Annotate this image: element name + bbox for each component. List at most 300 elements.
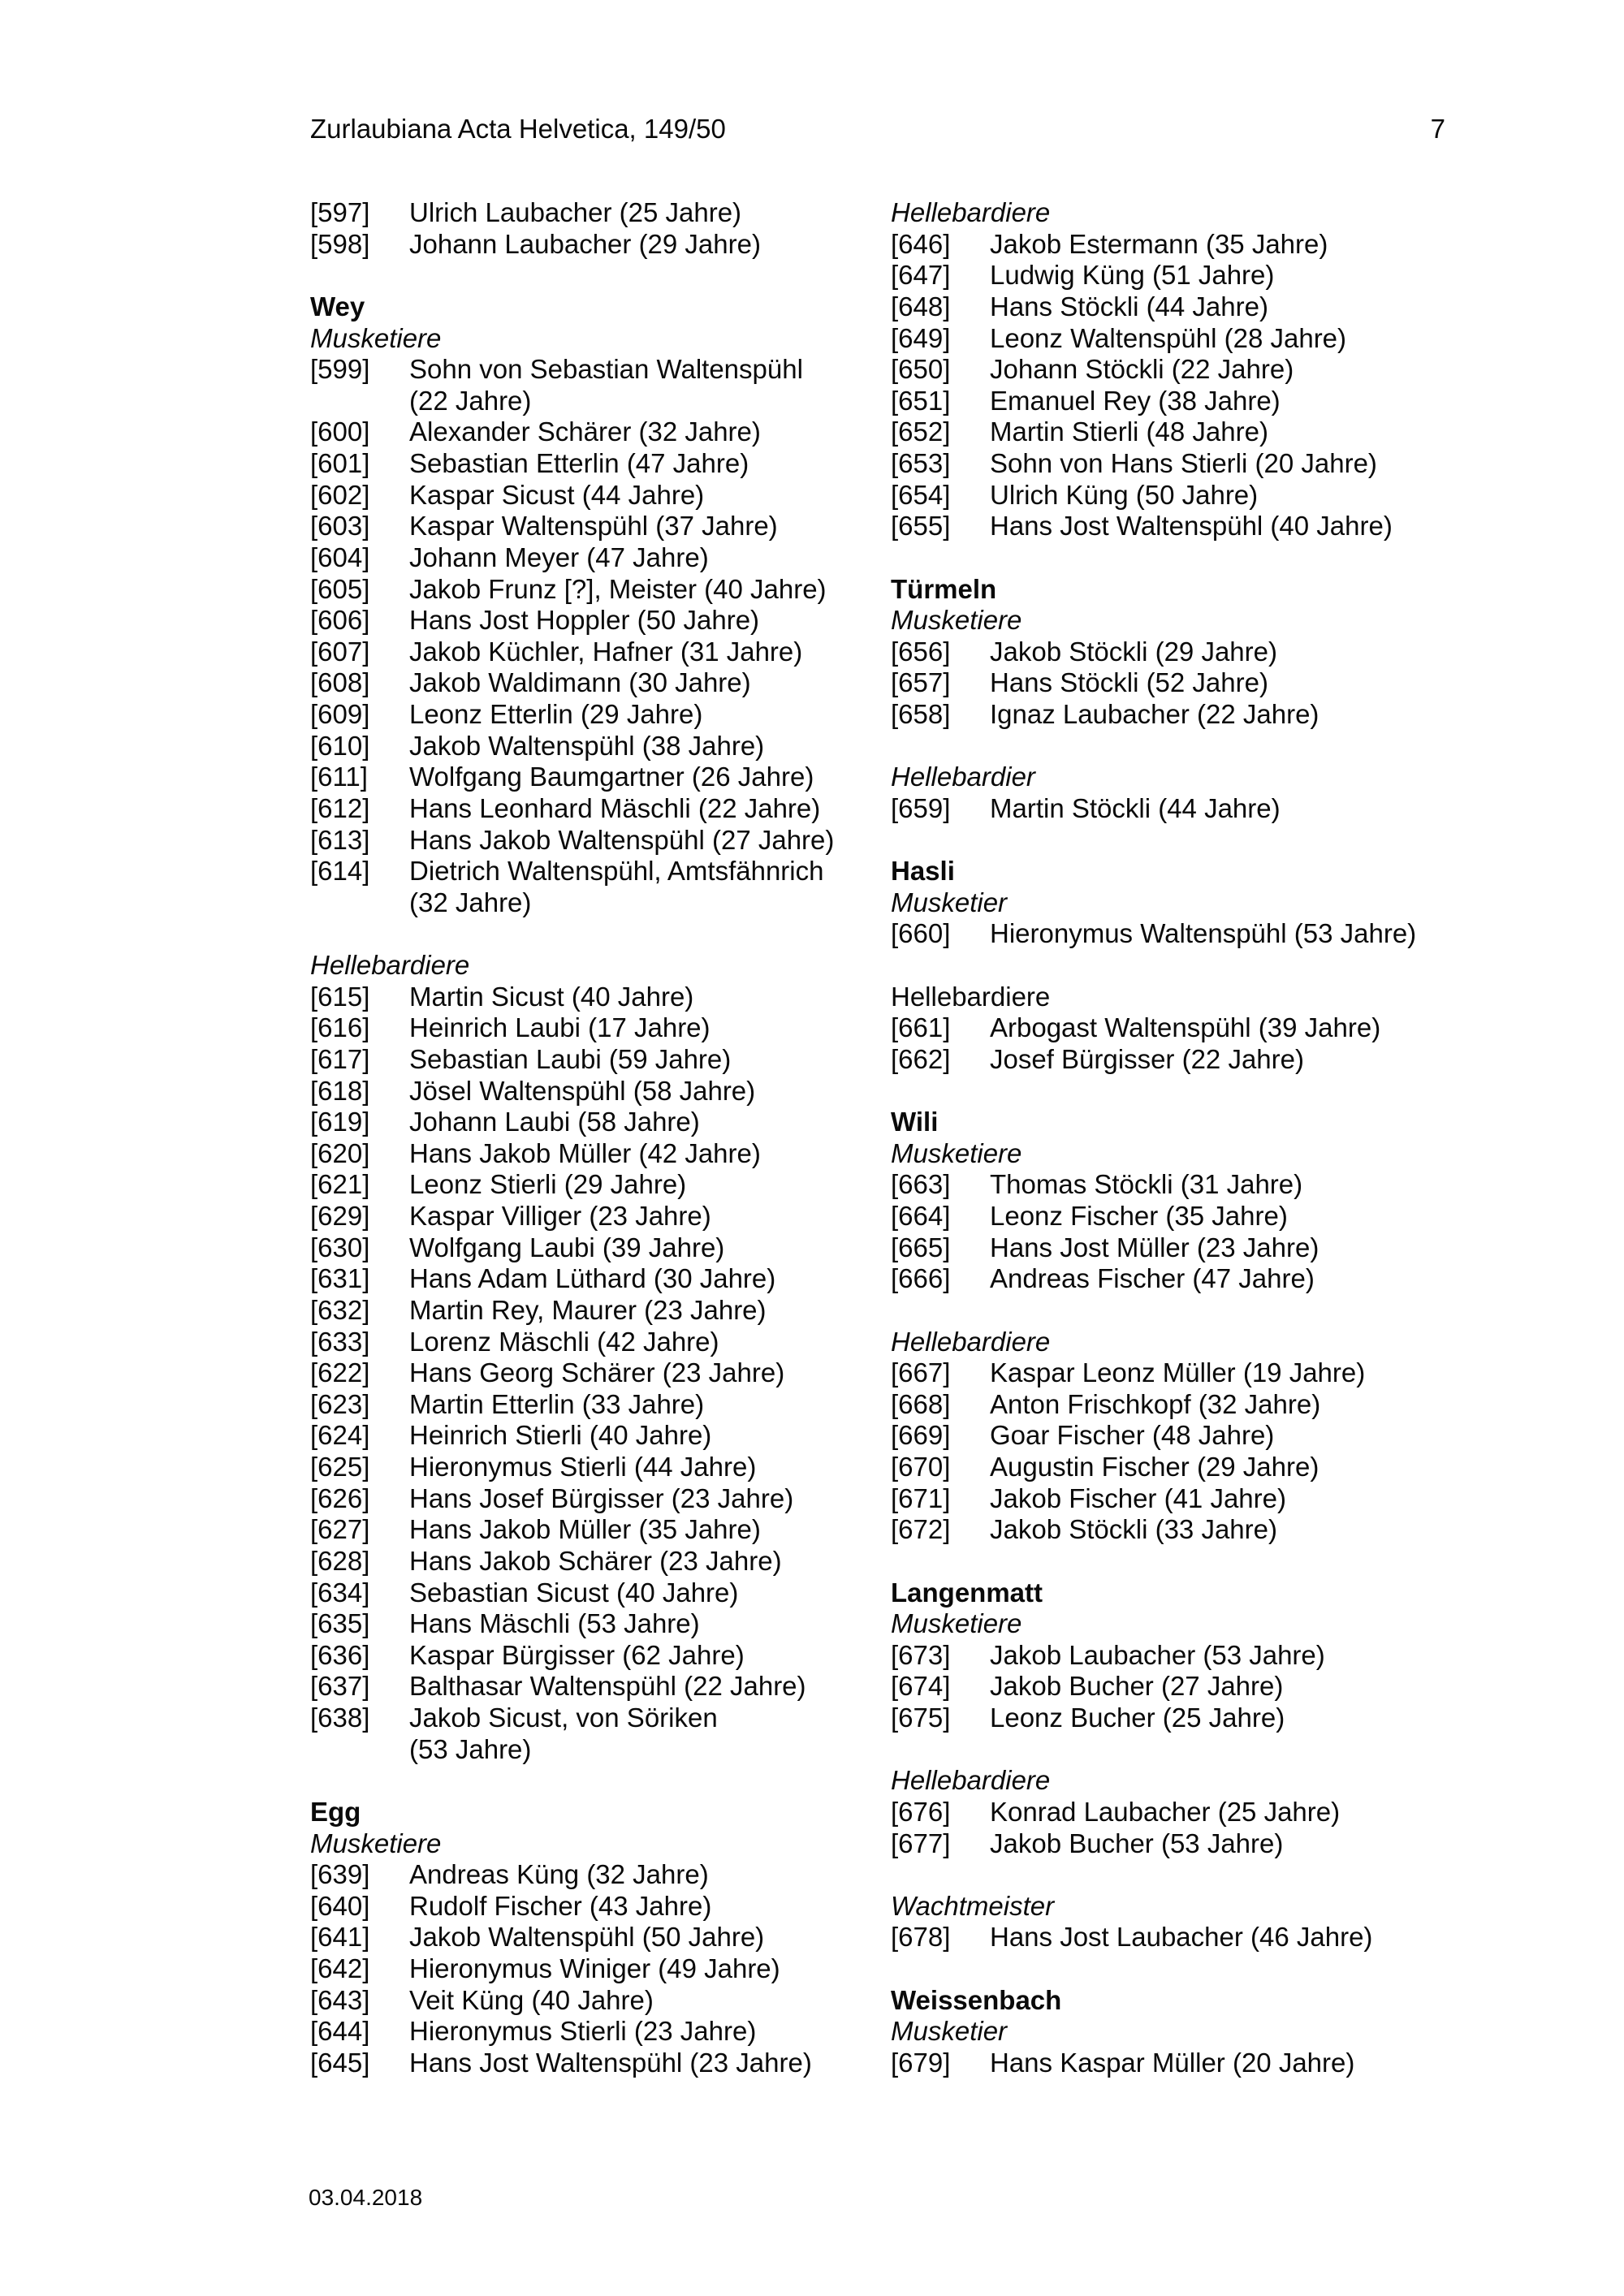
entry-number: [669] bbox=[891, 1420, 951, 1451]
entry-text-line: Andreas Fischer (47 Jahre) bbox=[990, 1263, 1315, 1294]
entry-text bbox=[409, 1420, 888, 1452]
entry-text-line: Ulrich Laubacher (25 Jahre) bbox=[409, 197, 742, 227]
entry-text bbox=[990, 667, 1469, 699]
section-heading: Langenmatt bbox=[891, 1577, 1043, 1608]
entry-number: [631] bbox=[310, 1263, 370, 1294]
entry-text bbox=[409, 354, 888, 416]
section-subheading: Hellebardiere bbox=[891, 1326, 1051, 1357]
entry-text-line: Sebastian Sicust (40 Jahre) bbox=[409, 1577, 739, 1608]
entry-row bbox=[891, 699, 1469, 731]
blank-line bbox=[310, 918, 888, 950]
entry-number: [614] bbox=[310, 856, 370, 887]
entry-text bbox=[409, 1201, 888, 1232]
entry-number: [676] bbox=[891, 1796, 951, 1827]
entry-text bbox=[409, 511, 888, 542]
entry-text bbox=[409, 1859, 888, 1891]
entry-row bbox=[891, 1640, 1469, 1672]
entry-row bbox=[310, 542, 888, 574]
entry-text-line: Hans Jakob Müller (35 Jahre) bbox=[409, 1514, 761, 1545]
entry-text-line: Thomas Stöckli (31 Jahre) bbox=[990, 1169, 1303, 1200]
entry-row bbox=[310, 982, 888, 1013]
entry-text-line: Heinrich Laubi (17 Jahre) bbox=[409, 1012, 710, 1043]
entry-text bbox=[409, 731, 888, 762]
entry-text-line: Hans Jakob Schärer (23 Jahre) bbox=[409, 1545, 782, 1576]
entry-text-line: (32 Jahre) bbox=[409, 887, 532, 917]
entry-row bbox=[891, 1452, 1469, 1483]
entry-text bbox=[409, 1452, 888, 1483]
entry-number: [613] bbox=[310, 824, 370, 855]
entry-text-line: Jakob Stöckli (33 Jahre) bbox=[990, 1514, 1277, 1545]
entry-row bbox=[891, 637, 1469, 668]
blank-line bbox=[891, 731, 1469, 762]
entry-row bbox=[891, 1828, 1469, 1860]
entry-number: [644] bbox=[310, 2016, 370, 2047]
section-subheading: Musketier bbox=[891, 887, 1008, 917]
entry-text-line: Hans Jost Hoppler (50 Jahre) bbox=[409, 605, 760, 636]
entry-number: [678] bbox=[891, 1922, 951, 1953]
entry-text bbox=[409, 448, 888, 480]
entry-text-line: Hans Georg Schärer (23 Jahre) bbox=[409, 1357, 785, 1388]
entry-text-line: Jösel Waltenspühl (58 Jahre) bbox=[409, 1075, 756, 1106]
entry-number: [667] bbox=[891, 1357, 951, 1388]
entry-row bbox=[310, 762, 888, 793]
entry-text-line: Sebastian Laubi (59 Jahre) bbox=[409, 1043, 732, 1074]
entry-text-line: Goar Fischer (48 Jahre) bbox=[990, 1420, 1275, 1451]
entry-number: [633] bbox=[310, 1326, 370, 1357]
entry-text-line: Jakob Frunz [?], Meister (40 Jahre) bbox=[409, 573, 827, 604]
entry-text bbox=[990, 480, 1469, 511]
entry-text bbox=[990, 291, 1469, 323]
entry-text bbox=[409, 793, 888, 825]
entry-text bbox=[990, 2048, 1469, 2079]
entry-text bbox=[990, 918, 1469, 950]
entry-number: [658] bbox=[891, 699, 951, 729]
blank-line bbox=[891, 1859, 1469, 1891]
entry-text bbox=[409, 1295, 888, 1327]
entry-number: [639] bbox=[310, 1859, 370, 1890]
entry-text bbox=[409, 605, 888, 637]
entry-text-line: Sohn von Hans Stierli (20 Jahre) bbox=[990, 448, 1377, 478]
entry-number: [619] bbox=[310, 1107, 370, 1137]
section-subheading: Musketiere bbox=[891, 1137, 1022, 1168]
entry-text-line: Johann Laubacher (29 Jahre) bbox=[409, 228, 761, 259]
entry-text bbox=[990, 1420, 1469, 1452]
entry-number: [604] bbox=[310, 542, 370, 572]
entry-text bbox=[409, 699, 888, 731]
entry-text-line: Hans Jost Laubacher (46 Jahre) bbox=[990, 1922, 1373, 1953]
entry-text-line: Hans Leonhard Mäschli (22 Jahre) bbox=[409, 792, 821, 823]
entry-text bbox=[409, 637, 888, 668]
entry-number: [672] bbox=[891, 1514, 951, 1545]
entry-text-line: Emanuel Rey (38 Jahre) bbox=[990, 385, 1281, 416]
entry-number: [641] bbox=[310, 1922, 370, 1953]
entry-row bbox=[310, 605, 888, 637]
entry-text bbox=[990, 1514, 1469, 1546]
entry-row bbox=[891, 1169, 1469, 1201]
entry-row bbox=[310, 197, 888, 229]
entry-text bbox=[990, 354, 1469, 386]
entry-text bbox=[990, 1389, 1469, 1421]
entry-text-line: Dietrich Waltenspühl, Amtsfähnrich bbox=[409, 856, 824, 887]
blank-line bbox=[310, 1765, 888, 1797]
entry-row bbox=[891, 667, 1469, 699]
entry-number: [622] bbox=[310, 1357, 370, 1388]
entry-text bbox=[409, 1608, 888, 1640]
entry-row bbox=[891, 386, 1469, 417]
section-subheading: Musketiere bbox=[891, 605, 1022, 636]
entry-row bbox=[310, 1327, 888, 1358]
entry-row bbox=[310, 1044, 888, 1076]
entry-row bbox=[891, 260, 1469, 291]
section-subheading: Hellebardiere bbox=[891, 981, 1051, 1012]
entry-row bbox=[310, 1985, 888, 2017]
entry-text-line: Leonz Fischer (35 Jahre) bbox=[990, 1201, 1288, 1231]
entry-text bbox=[990, 1640, 1469, 1672]
entry-row bbox=[891, 1922, 1469, 1953]
entry-text-line: Hans Kaspar Müller (20 Jahre) bbox=[990, 2047, 1355, 2078]
entry-text-line: Hans Josef Bürgisser (23 Jahre) bbox=[409, 1482, 794, 1513]
entry-text bbox=[409, 229, 888, 261]
entry-number: [612] bbox=[310, 792, 370, 823]
entry-number: [655] bbox=[891, 511, 951, 542]
entry-number: [679] bbox=[891, 2047, 951, 2078]
column-left bbox=[310, 197, 888, 2079]
entry-number: [597] bbox=[310, 197, 370, 227]
entry-text-line: Johann Laubi (58 Jahre) bbox=[409, 1107, 700, 1137]
entry-row bbox=[310, 825, 888, 857]
entry-row bbox=[310, 1389, 888, 1421]
entry-number: [618] bbox=[310, 1075, 370, 1106]
entry-number: [674] bbox=[891, 1671, 951, 1702]
section-heading: Weissenbach bbox=[891, 1984, 1062, 2015]
entry-number: [627] bbox=[310, 1514, 370, 1545]
entry-text bbox=[409, 1138, 888, 1170]
entry-text-line: Johann Meyer (47 Jahre) bbox=[409, 542, 709, 572]
entry-row bbox=[310, 1357, 888, 1389]
entry-text bbox=[409, 856, 888, 918]
entry-row bbox=[310, 1263, 888, 1295]
page-header bbox=[310, 114, 1445, 145]
entry-text-line: Martin Rey, Maurer (23 Jahre) bbox=[409, 1294, 767, 1325]
entry-number: [606] bbox=[310, 605, 370, 636]
entry-text-line: Jakob Fischer (41 Jahre) bbox=[990, 1482, 1286, 1513]
entry-text bbox=[990, 1797, 1469, 1828]
entry-row bbox=[310, 1671, 888, 1703]
entry-text-line: (22 Jahre) bbox=[409, 385, 532, 416]
entry-text bbox=[409, 1640, 888, 1672]
entry-text bbox=[409, 480, 888, 511]
entry-row bbox=[310, 1076, 888, 1107]
entry-text-line: Hans Jost Waltenspühl (23 Jahre) bbox=[409, 2047, 812, 2078]
entry-row bbox=[310, 1953, 888, 1985]
section-subheading: Hellebardier bbox=[891, 762, 1035, 792]
entry-text bbox=[990, 1044, 1469, 1076]
entry-row bbox=[891, 1703, 1469, 1734]
entry-number: [659] bbox=[891, 792, 951, 823]
entry-row bbox=[310, 856, 888, 918]
blank-line bbox=[891, 542, 1469, 574]
entry-text bbox=[990, 637, 1469, 668]
entry-text-line: Hieronymus Stierli (44 Jahre) bbox=[409, 1452, 757, 1482]
entry-number: [598] bbox=[310, 228, 370, 259]
entry-row bbox=[310, 667, 888, 699]
entry-number: [643] bbox=[310, 1984, 370, 2015]
entry-row bbox=[310, 1201, 888, 1232]
entry-text-line: Kaspar Waltenspühl (37 Jahre) bbox=[409, 511, 778, 542]
entry-number: [609] bbox=[310, 699, 370, 729]
blank-line bbox=[310, 260, 888, 291]
blank-line bbox=[891, 1076, 1469, 1107]
entry-text bbox=[409, 762, 888, 793]
entry-text bbox=[990, 416, 1469, 448]
entry-row bbox=[310, 1420, 888, 1452]
entry-row bbox=[310, 1514, 888, 1546]
entry-text-line: Ludwig Küng (51 Jahre) bbox=[990, 260, 1275, 291]
entry-row bbox=[891, 480, 1469, 511]
entry-number: [671] bbox=[891, 1482, 951, 1513]
entry-text bbox=[409, 574, 888, 606]
entry-text bbox=[409, 416, 888, 448]
entry-row bbox=[891, 1232, 1469, 1264]
entry-text-line: Jakob Stöckli (29 Jahre) bbox=[990, 636, 1277, 667]
entry-number: [637] bbox=[310, 1671, 370, 1702]
entry-row bbox=[310, 1891, 888, 1923]
entry-text bbox=[409, 542, 888, 574]
entry-text-line: Martin Etterlin (33 Jahre) bbox=[409, 1388, 705, 1419]
column-right bbox=[891, 197, 1469, 2079]
entry-text bbox=[409, 667, 888, 699]
entry-number: [642] bbox=[310, 1953, 370, 1983]
entry-row bbox=[310, 354, 888, 416]
entry-text-line: Hieronymus Waltenspühl (53 Jahre) bbox=[990, 918, 1417, 949]
entry-text-line: Rudolf Fischer (43 Jahre) bbox=[409, 1890, 712, 1921]
entry-text-line: Jakob Bucher (27 Jahre) bbox=[990, 1671, 1284, 1702]
entry-text-line: Augustin Fischer (29 Jahre) bbox=[990, 1452, 1320, 1482]
entry-number: [608] bbox=[310, 667, 370, 698]
entry-row bbox=[891, 2048, 1469, 2079]
entry-number: [629] bbox=[310, 1201, 370, 1231]
entry-number: [621] bbox=[310, 1169, 370, 1200]
entry-row bbox=[310, 416, 888, 448]
entry-text bbox=[990, 1201, 1469, 1232]
entry-number: [661] bbox=[891, 1012, 951, 1043]
entry-text-line: Hans Jakob Müller (42 Jahre) bbox=[409, 1137, 761, 1168]
entry-text-line: Konrad Laubacher (25 Jahre) bbox=[990, 1796, 1341, 1827]
section-heading: Wili bbox=[891, 1107, 939, 1137]
entry-row bbox=[310, 1295, 888, 1327]
page-footer bbox=[309, 2184, 422, 2211]
entry-text bbox=[409, 1263, 888, 1295]
entry-text-line: Hans Jost Müller (23 Jahre) bbox=[990, 1232, 1320, 1262]
entry-text-line: Kaspar Sicust (44 Jahre) bbox=[409, 479, 705, 510]
entry-text bbox=[409, 1107, 888, 1138]
entry-text bbox=[990, 1483, 1469, 1515]
entry-text-line: Hans Mäschli (53 Jahre) bbox=[409, 1608, 700, 1639]
entry-text-line: Martin Stierli (48 Jahre) bbox=[990, 416, 1268, 447]
entry-row bbox=[310, 793, 888, 825]
entry-text-line: Jakob Waldimann (30 Jahre) bbox=[409, 667, 751, 698]
entry-number: [610] bbox=[310, 730, 370, 761]
entry-text-line: Jakob Bucher (53 Jahre) bbox=[990, 1828, 1284, 1858]
entry-number: [635] bbox=[310, 1608, 370, 1639]
section-heading: Wey bbox=[310, 291, 365, 322]
section-subheading: Hellebardiere bbox=[310, 950, 470, 980]
entry-row bbox=[891, 323, 1469, 355]
entry-text bbox=[990, 1671, 1469, 1703]
entry-number: [640] bbox=[310, 1890, 370, 1921]
entry-text bbox=[409, 1357, 888, 1389]
entry-text bbox=[409, 825, 888, 857]
entry-number: [638] bbox=[310, 1703, 370, 1733]
entry-text bbox=[409, 1985, 888, 2017]
entry-row bbox=[891, 354, 1469, 386]
entry-number: [660] bbox=[891, 918, 951, 949]
entry-text-line: Jakob Waltenspühl (50 Jahre) bbox=[409, 1922, 765, 1953]
entry-text bbox=[409, 1327, 888, 1358]
section-subheading: Musketier bbox=[891, 2016, 1008, 2047]
entry-text bbox=[409, 1546, 888, 1577]
entry-row bbox=[891, 1357, 1469, 1389]
entry-number: [611] bbox=[310, 762, 368, 792]
footer-date: 03.04.2018 bbox=[309, 2185, 423, 2210]
section-subheading: Musketiere bbox=[310, 1828, 442, 1858]
entry-text bbox=[990, 260, 1469, 291]
entry-text-line: Sohn von Sebastian Waltenspühl bbox=[409, 354, 803, 385]
entry-number: [649] bbox=[891, 322, 951, 353]
entry-text bbox=[990, 1012, 1469, 1044]
section-subheading: Wachtmeister bbox=[891, 1890, 1055, 1921]
entry-text bbox=[409, 1044, 888, 1076]
entry-number: [620] bbox=[310, 1137, 370, 1168]
blank-line bbox=[891, 825, 1469, 857]
entry-number: [605] bbox=[310, 573, 370, 604]
entry-row bbox=[310, 511, 888, 542]
entry-row bbox=[310, 731, 888, 762]
entry-row bbox=[891, 1389, 1469, 1421]
entry-text-line: Leonz Etterlin (29 Jahre) bbox=[409, 699, 703, 729]
entry-text-line: Hans Adam Lüthard (30 Jahre) bbox=[409, 1263, 776, 1294]
entry-text-line: Hieronymus Winiger (49 Jahre) bbox=[409, 1953, 780, 1983]
entry-text bbox=[990, 1169, 1469, 1201]
entry-number: [599] bbox=[310, 354, 370, 385]
entry-row bbox=[310, 1577, 888, 1609]
blank-line bbox=[891, 1953, 1469, 1985]
entry-row bbox=[891, 1514, 1469, 1546]
entry-text bbox=[409, 1703, 888, 1765]
entry-number: [634] bbox=[310, 1577, 370, 1608]
section-heading: Türmeln bbox=[891, 573, 997, 604]
entry-text-line: Leonz Waltenspühl (28 Jahre) bbox=[990, 322, 1347, 353]
entry-row bbox=[891, 1483, 1469, 1515]
entry-text-line: Leonz Bucher (25 Jahre) bbox=[990, 1703, 1285, 1733]
entry-text bbox=[990, 1922, 1469, 1953]
entry-number: [601] bbox=[310, 448, 370, 478]
entry-row bbox=[310, 699, 888, 731]
entry-text-line: Heinrich Stierli (40 Jahre) bbox=[409, 1420, 712, 1451]
entry-text-line: Martin Stöckli (44 Jahre) bbox=[990, 792, 1281, 823]
entry-text bbox=[409, 982, 888, 1013]
entry-text bbox=[990, 1232, 1469, 1264]
section-subheading: Musketiere bbox=[310, 322, 442, 353]
entry-number: [657] bbox=[891, 667, 951, 698]
entry-text bbox=[990, 448, 1469, 480]
section-heading: Hasli bbox=[891, 856, 955, 887]
entry-text bbox=[409, 1483, 888, 1515]
entry-number: [670] bbox=[891, 1452, 951, 1482]
entry-number: [632] bbox=[310, 1294, 370, 1325]
entry-number: [615] bbox=[310, 981, 370, 1012]
entry-number: [668] bbox=[891, 1388, 951, 1419]
entry-text bbox=[409, 1389, 888, 1421]
entry-row bbox=[891, 1797, 1469, 1828]
entry-text-line: Alexander Schärer (32 Jahre) bbox=[409, 416, 761, 447]
entry-text bbox=[990, 1703, 1469, 1734]
entry-text bbox=[409, 1514, 888, 1546]
entry-text bbox=[409, 1922, 888, 1953]
entry-text-line: Arbogast Waltenspühl (39 Jahre) bbox=[990, 1012, 1381, 1043]
entry-text-line: Veit Küng (40 Jahre) bbox=[409, 1984, 654, 2015]
entry-row bbox=[310, 574, 888, 606]
entry-number: [663] bbox=[891, 1169, 951, 1200]
entry-row bbox=[310, 637, 888, 668]
entry-number: [652] bbox=[891, 416, 951, 447]
entry-text bbox=[990, 1452, 1469, 1483]
entry-number: [651] bbox=[891, 385, 951, 416]
entry-number: [624] bbox=[310, 1420, 370, 1451]
blank-line bbox=[891, 1295, 1469, 1327]
entry-row bbox=[891, 1044, 1469, 1076]
entry-text-line: Andreas Küng (32 Jahre) bbox=[409, 1859, 709, 1890]
entry-text bbox=[409, 1076, 888, 1107]
entry-number: [662] bbox=[891, 1043, 951, 1074]
entry-number: [623] bbox=[310, 1388, 370, 1419]
section-subheading: Musketiere bbox=[891, 1608, 1022, 1639]
entry-number: [630] bbox=[310, 1232, 370, 1262]
entry-number: [628] bbox=[310, 1545, 370, 1576]
entry-text bbox=[990, 229, 1469, 261]
blank-line bbox=[891, 1734, 1469, 1766]
section-subheading: Hellebardiere bbox=[891, 1765, 1051, 1796]
entry-row bbox=[310, 1169, 888, 1201]
entry-row bbox=[310, 1483, 888, 1515]
entry-text-line: Jakob Laubacher (53 Jahre) bbox=[990, 1639, 1325, 1670]
blank-line bbox=[891, 950, 1469, 982]
entry-text bbox=[409, 1169, 888, 1201]
entry-text-line: Anton Frischkopf (32 Jahre) bbox=[990, 1388, 1321, 1419]
entry-text bbox=[409, 2016, 888, 2048]
entry-text-line: Jakob Waltenspühl (38 Jahre) bbox=[409, 730, 765, 761]
entry-row bbox=[310, 448, 888, 480]
entry-text-line: Jakob Sicust, von Söriken bbox=[409, 1703, 718, 1733]
entry-number: [665] bbox=[891, 1232, 951, 1262]
entry-number: [648] bbox=[891, 291, 951, 322]
entry-number: [650] bbox=[891, 354, 951, 385]
entry-text bbox=[409, 197, 888, 229]
entry-text-line: Wolfgang Baumgartner (26 Jahre) bbox=[409, 762, 814, 792]
running-title: Zurlaubiana Acta Helvetica, 149/50 bbox=[310, 114, 726, 144]
entry-number: [673] bbox=[891, 1639, 951, 1670]
entry-row bbox=[310, 1232, 888, 1264]
entry-text-line: Kaspar Bürgisser (62 Jahre) bbox=[409, 1639, 745, 1670]
entry-row bbox=[310, 1138, 888, 1170]
entry-text-line: Kaspar Villiger (23 Jahre) bbox=[409, 1201, 711, 1231]
page-number: 7 bbox=[1430, 114, 1445, 144]
entry-number: [600] bbox=[310, 416, 370, 447]
entry-text-line: Ulrich Küng (50 Jahre) bbox=[990, 479, 1259, 510]
entry-row bbox=[891, 291, 1469, 323]
section-heading: Egg bbox=[310, 1796, 361, 1827]
entry-row bbox=[891, 1012, 1469, 1044]
